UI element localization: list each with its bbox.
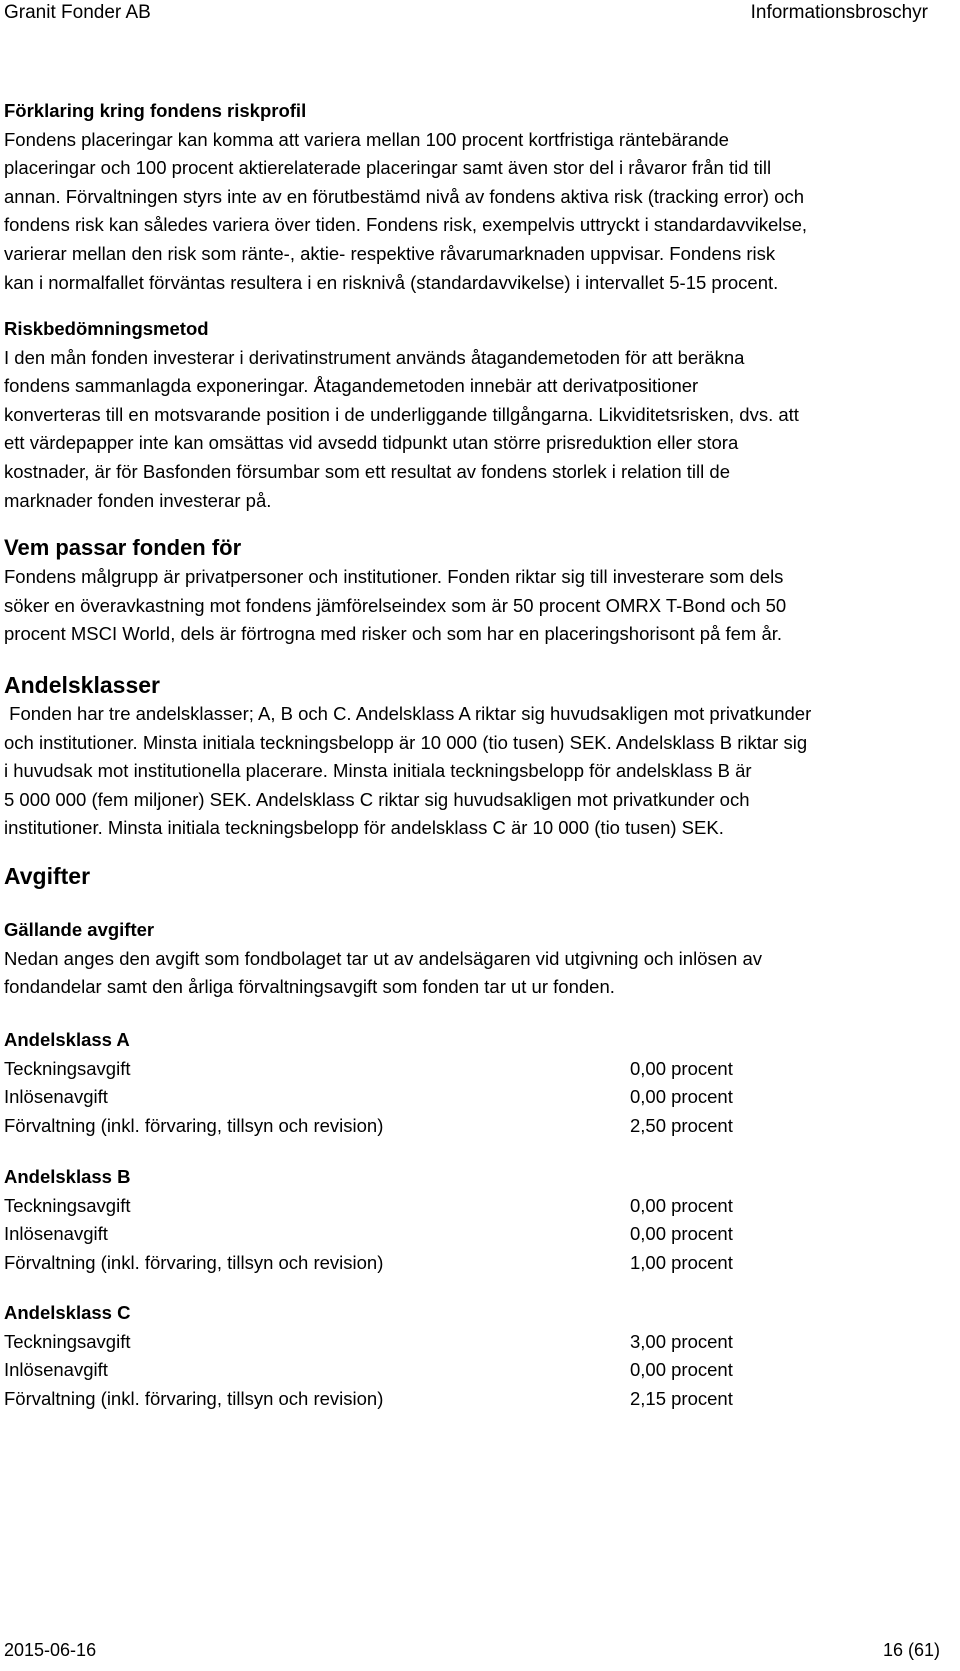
- paragraph-line: kan i normalfallet förväntas resultera i en risknivå (standardavvikelse) i intervallet 5-15 procent.: [4, 271, 779, 293]
- fee-row: [4, 1249, 954, 1278]
- fee-row: [4, 1220, 954, 1249]
- avgifter-heading: Avgifter: [4, 863, 91, 889]
- fee-value: 0,00 procent: [630, 1086, 733, 1108]
- fee-row: [4, 1055, 954, 1084]
- paragraph-line: kostnader, är för Basfonden försumbar som ett resultat av fondens storlek i relation till de: [4, 460, 730, 482]
- fee-value: 2,15 procent: [630, 1387, 733, 1409]
- fee-label: Inlösenavgift: [4, 1086, 108, 1108]
- paragraph-line: [4, 240, 954, 269]
- text-span: fondens risk kan således variera över tiden.: [4, 214, 361, 236]
- fee-label: Teckningsavgift: [4, 1057, 131, 1079]
- riskprofil-heading: Förklaring kring fondens riskprofil: [4, 100, 307, 121]
- fee-row: [4, 1112, 954, 1141]
- paragraph-line: konverteras till en motsvarande position i de underliggande tillgångarna. Likviditetsrisken, dvs. att: [4, 403, 799, 425]
- document-title: Informationsbroschyr: [750, 2, 928, 23]
- footer-date: 2015-06-16: [4, 1640, 97, 1660]
- fee-class-title: Andelsklass B: [4, 1166, 131, 1187]
- fee-table-a: [4, 1026, 954, 1140]
- fee-label: Förvaltning (inkl. förvaring, tillsyn och revision): [4, 1114, 384, 1136]
- malgrupp-section: [4, 533, 954, 649]
- paragraph-line: fondandelar samt den årliga förvaltningsavgift som fonden tar ut ur fonden.: [4, 976, 615, 998]
- andelsklasser-section: [4, 670, 954, 843]
- avgifter-subheading: Gällande avgifter: [4, 919, 155, 940]
- fee-label: Teckningsavgift: [4, 1330, 131, 1352]
- fee-label: Inlösenavgift: [4, 1223, 108, 1245]
- page-footer: [0, 1638, 960, 1662]
- text-span: varierar mellan den risk som ränte-, aktie- respektive råvarumarknaden uppvisar.: [4, 242, 665, 264]
- text-span: Fondens risk, exempelvis uttryckt i standardavvikelse,: [365, 214, 808, 236]
- riskmetod-heading: Riskbedömningsmetod: [4, 318, 209, 339]
- fee-table-c: [4, 1299, 954, 1413]
- paragraph-line: fondens sammanlagda exponeringar. Åtagandemetoden innebär att derivatpositioner: [4, 375, 699, 397]
- fee-row: [4, 1083, 954, 1112]
- fee-class-title: Andelsklass C: [4, 1302, 131, 1323]
- paragraph-line: placeringar och 100 procent aktierelaterade placeringar samt även stor del i råvaror från tid till: [4, 157, 772, 179]
- company-name: Granit Fonder AB: [4, 2, 151, 23]
- paragraph-line: marknader fonden investerar på.: [4, 489, 272, 511]
- malgrupp-heading: Vem passar fonden för: [4, 535, 242, 560]
- paragraph-line: och institutioner. Minsta initiala teckningsbelopp är 10 000 (tio tusen) SEK. Andelsklass B riktar sig: [4, 731, 808, 753]
- fee-label: Inlösenavgift: [4, 1359, 108, 1381]
- paragraph-line: annan. Förvaltningen styrs inte av en förutbestämd nivå av fondens aktiva risk (tracking error) och: [4, 185, 804, 207]
- paragraph-line: institutioner. Minsta initiala teckningsbelopp för andelsklass C är 10 000 (tio tusen) SEK.: [4, 817, 724, 839]
- fee-value: 0,00 procent: [630, 1223, 733, 1245]
- paragraph-line: Fondens målgrupp är privatpersoner och institutioner. Fonden riktar sig till investerare som dels: [4, 566, 784, 587]
- avgifter-body: [4, 916, 954, 1002]
- riskprofil-section: [4, 97, 954, 297]
- page-number: 16 (61): [882, 1640, 940, 1660]
- paragraph-line: Fonden har tre andelsklasser; A, B och C. Andelsklass A riktar sig huvudsakligen mot privatkunder: [4, 703, 812, 724]
- paragraph-line: procent MSCI World, dels är förtrogna med risker och som har en placeringshorisont på fem år.: [4, 623, 783, 645]
- fee-row: [4, 1328, 954, 1357]
- fee-value: 0,00 procent: [630, 1359, 733, 1381]
- fee-label: Förvaltning (inkl. förvaring, tillsyn och revision): [4, 1387, 384, 1409]
- paragraph-line: Nedan anges den avgift som fondbolaget tar ut av andelsägaren vid utgivning och inlösen av: [4, 947, 762, 969]
- avgifter-section: [4, 861, 954, 891]
- paragraph-line: [4, 211, 954, 240]
- fee-class-title: Andelsklass A: [4, 1029, 130, 1050]
- fee-row: [4, 1192, 954, 1221]
- riskmetod-section: [4, 315, 954, 515]
- fee-value: 0,00 procent: [630, 1057, 733, 1079]
- fee-value: 3,00 procent: [630, 1330, 733, 1352]
- paragraph-line: Fondens placeringar kan komma att variera mellan 100 procent kortfristiga räntebärande: [4, 128, 729, 150]
- page-header: [0, 0, 960, 26]
- paragraph-line: söker en överavkastning mot fondens jämförelseindex som är 50 procent OMRX T-Bond och 50: [4, 594, 787, 616]
- paragraph-line: ett värdepapper inte kan omsättas vid avsedd tidpunkt utan större prisreduktion eller stora: [4, 432, 739, 454]
- fee-value: 2,50 procent: [630, 1114, 733, 1136]
- fee-label: Teckningsavgift: [4, 1194, 131, 1216]
- paragraph-line: i huvudsak mot institutionella placerare. Minsta initiala teckningsbelopp för andelsklass B är: [4, 760, 752, 782]
- paragraph-line: 5 000 000 (fem miljoner) SEK. Andelsklass C riktar sig huvudsakligen mot privatkunder och: [4, 788, 750, 810]
- fee-value: 0,00 procent: [630, 1194, 733, 1216]
- fee-row: [4, 1356, 954, 1385]
- paragraph-line: I den mån fonden investerar i derivatinstrument används åtagandemetoden för att beräkna: [4, 346, 745, 368]
- text-span: Fondens risk: [669, 242, 776, 264]
- fee-row: [4, 1385, 954, 1414]
- andelsklasser-heading: Andelsklasser: [4, 672, 160, 698]
- fee-label: Förvaltning (inkl. förvaring, tillsyn och revision): [4, 1251, 384, 1273]
- fee-table-b: [4, 1163, 954, 1277]
- fee-value: 1,00 procent: [630, 1251, 733, 1273]
